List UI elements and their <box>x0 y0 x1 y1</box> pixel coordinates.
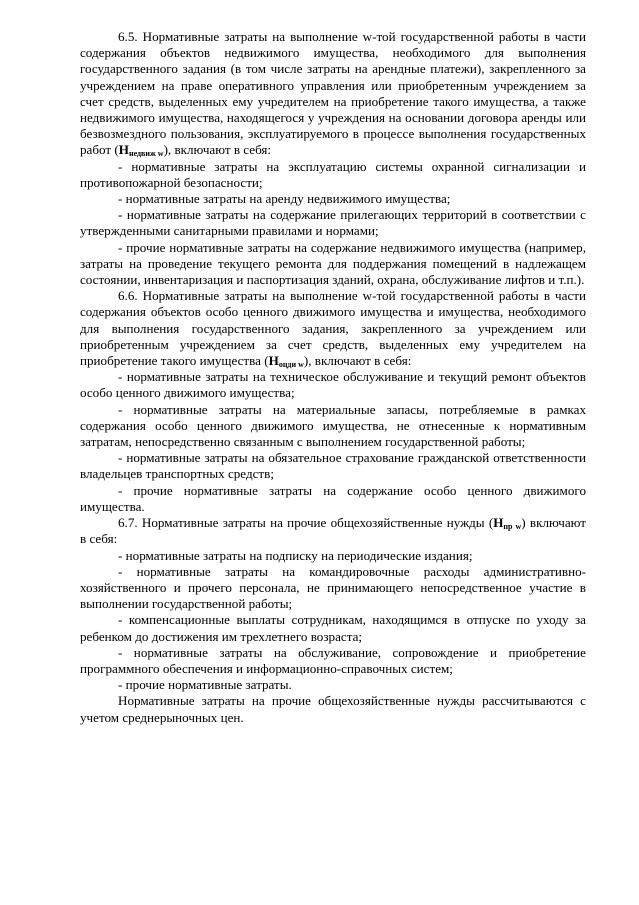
paragraph-6-6-tail: ), включают в себя: <box>303 353 412 369</box>
list-item: - нормативные затраты на подписку на периодические издания; <box>118 547 473 563</box>
paragraph-6-7-tail: ) включают в себя: <box>80 515 586 547</box>
list-item: - прочие нормативные затраты. <box>118 677 292 693</box>
paragraph-6-7-text: 6.7. Нормативные затраты на прочие общехозяйственные нужды ( <box>118 515 494 531</box>
document-page <box>80 29 586 726</box>
list-item: - нормативные затраты на обслуживание, сопровождение и приобретение программного обеспечения и информационно-справочных систем; <box>80 644 586 676</box>
list-item: - нормативные затраты на аренду недвижимого имущества; <box>118 191 451 207</box>
list-item: - нормативные затраты на командировочные расходы административно-хозяйственного и прочего персонала, не принимающего непосредственное участие в выполнении государственной работы; <box>80 563 586 612</box>
list-item: - нормативные затраты на техническое обслуживание и текущий ремонт объектов особо ценного движимого имущества; <box>80 369 586 401</box>
paragraph-6-6-text: 6.6. Нормативные затраты на выполнение w-той государственной работы в части содержания объектов особо ценного движимого имущества и имущества, необходимого для выполнения государственного задания, закрепленного за учреждением или приобретенным учреждением за счет средств, выделенных ему учредителем на приобретение такого имущества ( <box>80 288 586 369</box>
paragraph-6-5-tail: ), включают в себя: <box>163 142 272 158</box>
paragraph-6-5-text: 6.5. Нормативные затраты на выполнение w-той государственной работы в части содержания объектов недвижимого имущества, необходимого для выполнения государственного задания (в том числе затраты на арендные платежи), закрепленного за учреждением на праве оперативного управления или приобретенным учреждением за счет средств, выделенных ему учредителем на приобретение такого имущества, а также недвижимого имущества, находящегося у учреждения на основании договора аренды или безвозмездного пользования, эксплуатируемого в процессе выполнения государственных работ ( <box>80 29 586 158</box>
formula-symbol-nedvizh: $Н_{недвиж w}$ <box>118 142 164 159</box>
paragraph-6-6 <box>80 288 586 369</box>
list-item: - компенсационные выплаты сотрудникам, находящимся в отпуске по уходу за ребенком до достижения им трехлетнего возраста; <box>80 612 586 644</box>
list-item: - нормативные затраты на эксплуатацию системы охранной сигнализации и противопожарной безопасности; <box>80 158 586 190</box>
list-item: - нормативные затраты на содержание прилегающих территорий в соответствии с утвержденными санитарными правилами и нормами; <box>80 207 586 239</box>
paragraph-6-7 <box>80 515 586 547</box>
list-item: - прочие нормативные затраты на содержание особо ценного движимого имущества. <box>80 482 586 514</box>
list-item: - нормативные затраты на обязательное страхование гражданской ответственности владельцев транспортных средств; <box>80 450 586 482</box>
closing-paragraph: Нормативные затраты на прочие общехозяйственные нужды рассчитываются с учетом среднерыночных цен. <box>80 693 586 725</box>
formula-symbol-pr: $Н_{пр w}$ <box>493 515 522 532</box>
formula-symbol-ocdi: $Н_{оцди w}$ <box>268 353 304 370</box>
list-item: - прочие нормативные затраты на содержание недвижимого имущества (например, затраты на проведение текущего ремонта для поддержания помещений в надлежащем состоянии, инвентаризация и паспортизация зданий, охрана, обслуживание лифтов и т.п.). <box>80 239 586 288</box>
list-item: - нормативные затраты на материальные запасы, потребляемые в рамках содержания особо ценного движимого имущества, не отнесенные к нормативным затратам, непосредственно связанным с выполнением государственной работы; <box>80 401 586 450</box>
paragraph-6-5 <box>80 29 586 159</box>
